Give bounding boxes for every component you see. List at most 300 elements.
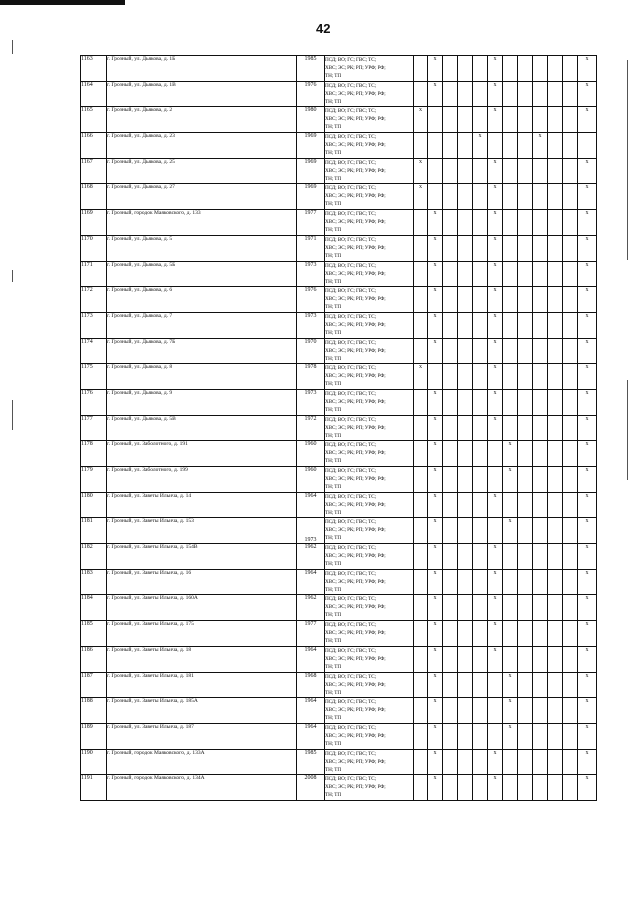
systems-text-line: ТН; ТП <box>325 792 341 799</box>
mark-cell <box>414 544 428 570</box>
mark-cell <box>518 723 533 749</box>
mark-cell <box>414 569 428 595</box>
systems-text-line: ТН; ТП <box>325 124 341 131</box>
mark-cell: х <box>428 595 443 621</box>
systems-text-line: ПСД; ВО; ГС; ГВС; ТС; <box>325 390 376 397</box>
year-built-cell: 1964 <box>297 698 325 724</box>
mark-cell <box>473 389 488 415</box>
mark-cell <box>518 415 533 441</box>
mark-cell: х <box>578 492 597 518</box>
mark-cell <box>458 723 473 749</box>
mark-cell: х <box>578 107 597 133</box>
mark-cell <box>473 261 488 287</box>
systems-text-line: ПСД; ВО; ГС; ГВС; ТС; <box>325 339 376 346</box>
building-systems-cell <box>325 492 414 518</box>
mark-cell <box>473 595 488 621</box>
row-number-cell: 1184 <box>81 595 107 621</box>
year-built-cell: 1973 <box>297 312 325 338</box>
mark-cell <box>518 544 533 570</box>
mark-cell: х <box>428 261 443 287</box>
systems-text-line: ТН; ТП <box>325 638 341 645</box>
systems-text-line: ХВС; ЭС; РК; РП; УРФ; РФ; <box>325 424 386 431</box>
mark-cell <box>503 389 518 415</box>
systems-text-line: ХВС; ЭС; РК; РП; УРФ; РФ; <box>325 296 386 303</box>
mark-cell: х <box>578 364 597 390</box>
mark-cell <box>518 235 533 261</box>
address-cell: г. Грозный, ул. Заветы Ильича, д. 14 <box>107 492 297 518</box>
mark-cell <box>518 210 533 236</box>
mark-cell <box>443 389 458 415</box>
systems-text-line: ТН; ТП <box>325 766 341 773</box>
address-cell: г. Грозный, ул. Заветы Ильича, д. 185А <box>107 698 297 724</box>
mark-cell <box>533 107 548 133</box>
mark-cell <box>563 698 578 724</box>
mark-cell <box>563 646 578 672</box>
mark-cell <box>473 107 488 133</box>
mark-cell: х <box>473 133 488 159</box>
mark-cell: х <box>578 312 597 338</box>
mark-cell <box>503 415 518 441</box>
mark-cell <box>548 81 563 107</box>
mark-cell <box>458 492 473 518</box>
mark-cell: х <box>578 672 597 698</box>
mark-cell <box>533 312 548 338</box>
systems-text-line: ПСД; ВО; ГС; ГВС; ТС; <box>325 673 376 680</box>
building-systems-cell <box>325 184 414 210</box>
row-number-cell: 1177 <box>81 415 107 441</box>
systems-text-line: ХВС; ЭС; РК; РП; УРФ; РФ; <box>325 244 386 251</box>
row-number-cell: 1163 <box>81 56 107 82</box>
systems-text-line: ПСД; ВО; ГС; ГВС; ТС; <box>325 262 376 269</box>
systems-text-line: ХВС; ЭС; РК; РП; УРФ; РФ; <box>325 578 386 585</box>
building-systems-cell <box>325 672 414 698</box>
systems-text-line: ХВС; ЭС; РК; РП; УРФ; РФ; <box>325 167 386 174</box>
mark-cell <box>473 184 488 210</box>
mark-cell <box>414 81 428 107</box>
mark-cell <box>458 287 473 313</box>
systems-text-line: ХВС; ЭС; РК; РП; УРФ; РФ; <box>325 758 386 765</box>
mark-cell: х <box>488 261 503 287</box>
mark-cell <box>443 518 458 544</box>
mark-cell <box>533 646 548 672</box>
mark-cell <box>503 56 518 82</box>
mark-cell <box>443 261 458 287</box>
year-built-cell: 1973 <box>297 261 325 287</box>
mark-cell <box>533 287 548 313</box>
systems-text-line: ТН; ТП <box>325 355 341 362</box>
row-number-cell: 1174 <box>81 338 107 364</box>
systems-text-line: ПСД; ВО; ГС; ГВС; ТС; <box>325 313 376 320</box>
mark-cell <box>563 158 578 184</box>
mark-cell: х <box>428 672 443 698</box>
address-cell: г. Грозный, ул. Дьякова, д. 9 <box>107 389 297 415</box>
mark-cell: х <box>578 287 597 313</box>
mark-cell <box>428 364 443 390</box>
mark-cell <box>518 646 533 672</box>
mark-cell <box>548 338 563 364</box>
systems-text-line: ХВС; ЭС; РК; РП; УРФ; РФ; <box>325 116 386 123</box>
mark-cell <box>518 158 533 184</box>
systems-text-line: ПСД; ВО; ГС; ГВС; ТС; <box>325 519 376 526</box>
mark-cell <box>458 107 473 133</box>
mark-cell <box>414 56 428 82</box>
mark-cell: х <box>488 389 503 415</box>
mark-cell <box>473 492 488 518</box>
mark-cell <box>563 415 578 441</box>
table-row <box>81 544 597 570</box>
mark-cell: х <box>488 749 503 775</box>
scan-edge-mark <box>12 400 13 430</box>
mark-cell <box>473 235 488 261</box>
row-number-cell: 1166 <box>81 133 107 159</box>
mark-cell: х <box>428 287 443 313</box>
systems-text-line: ХВС; ЭС; РК; РП; УРФ; РФ; <box>325 630 386 637</box>
mark-cell <box>533 621 548 647</box>
mark-cell <box>518 261 533 287</box>
mark-cell <box>548 544 563 570</box>
row-number-cell: 1191 <box>81 775 107 801</box>
mark-cell <box>473 312 488 338</box>
mark-cell <box>503 184 518 210</box>
mark-cell <box>473 287 488 313</box>
row-number-cell: 1183 <box>81 569 107 595</box>
building-systems-cell <box>325 595 414 621</box>
systems-text-line: ПСД; ВО; ГС; ГВС; ТС; <box>325 699 376 706</box>
mark-cell <box>414 287 428 313</box>
mark-cell <box>563 133 578 159</box>
systems-text-line: ПСД; ВО; ГС; ГВС; ТС; <box>325 211 376 218</box>
address-cell: г. Грозный, ул. Заветы Ильича, д. 181 <box>107 672 297 698</box>
address-cell: г. Грозный, ул. Дьякова, д. 27 <box>107 184 297 210</box>
mark-cell <box>548 698 563 724</box>
mark-cell <box>458 569 473 595</box>
mark-cell <box>518 287 533 313</box>
address-cell: г. Грозный, ул. Заветы Ильича, д. 160А <box>107 595 297 621</box>
systems-text-line: ТН; ТП <box>325 586 341 593</box>
mark-cell <box>428 107 443 133</box>
mark-cell <box>503 81 518 107</box>
mark-cell <box>518 338 533 364</box>
mark-cell <box>533 338 548 364</box>
systems-text-line: ХВС; ЭС; РК; РП; УРФ; РФ; <box>325 681 386 688</box>
mark-cell <box>518 749 533 775</box>
mark-cell: х <box>428 544 443 570</box>
mark-cell <box>518 312 533 338</box>
mark-cell <box>563 723 578 749</box>
mark-cell: х <box>428 775 443 801</box>
mark-cell <box>518 467 533 493</box>
building-systems-cell <box>325 749 414 775</box>
building-systems-cell <box>325 338 414 364</box>
systems-text-line: ХВС; ЭС; РК; РП; УРФ; РФ; <box>325 219 386 226</box>
mark-cell <box>443 364 458 390</box>
mark-cell <box>473 646 488 672</box>
table-row <box>81 723 597 749</box>
year-built-cell: 1969 <box>297 158 325 184</box>
mark-cell: х <box>428 569 443 595</box>
mark-cell <box>518 133 533 159</box>
mark-cell <box>533 492 548 518</box>
mark-cell <box>518 81 533 107</box>
table-row <box>81 364 597 390</box>
mark-cell <box>473 723 488 749</box>
mark-cell <box>488 133 503 159</box>
building-systems-cell <box>325 621 414 647</box>
mark-cell: х <box>503 698 518 724</box>
mark-cell <box>563 235 578 261</box>
mark-cell <box>518 775 533 801</box>
mark-cell <box>443 646 458 672</box>
year-built-cell: 1976 <box>297 287 325 313</box>
mark-cell <box>458 441 473 467</box>
systems-text-line: ХВС; ЭС; РК; РП; УРФ; РФ; <box>325 527 386 534</box>
mark-cell <box>473 569 488 595</box>
mark-cell <box>503 312 518 338</box>
mark-cell <box>563 364 578 390</box>
systems-text-line: ХВС; ЭС; РК; РП; УРФ; РФ; <box>325 193 386 200</box>
address-cell: г. Грозный, ул. Дьякова, д. 7Б <box>107 338 297 364</box>
systems-text-line: ПСД; ВО; ГС; ГВС; ТС; <box>325 288 376 295</box>
mark-cell <box>458 184 473 210</box>
year-built-cell: 1964 <box>297 646 325 672</box>
year-built-cell: 1968 <box>297 672 325 698</box>
mark-cell <box>414 312 428 338</box>
building-systems-cell <box>325 56 414 82</box>
mark-cell <box>548 415 563 441</box>
mark-cell <box>443 235 458 261</box>
mark-cell: х <box>503 672 518 698</box>
mark-cell <box>443 210 458 236</box>
building-systems-cell <box>325 441 414 467</box>
building-systems-cell <box>325 107 414 133</box>
mark-cell: х <box>578 749 597 775</box>
mark-cell <box>473 210 488 236</box>
table-row <box>81 133 597 159</box>
mark-cell: х <box>488 81 503 107</box>
mark-cell <box>414 133 428 159</box>
mark-cell <box>518 184 533 210</box>
mark-cell <box>458 698 473 724</box>
systems-text-line: ПСД; ВО; ГС; ГВС; ТС; <box>325 493 376 500</box>
mark-cell <box>503 749 518 775</box>
mark-cell <box>503 210 518 236</box>
systems-text-line: ПСД; ВО; ГС; ГВС; ТС; <box>325 82 376 89</box>
mark-cell <box>473 621 488 647</box>
mark-cell <box>548 287 563 313</box>
mark-cell <box>503 235 518 261</box>
mark-cell <box>518 492 533 518</box>
mark-cell <box>414 415 428 441</box>
mark-cell <box>533 698 548 724</box>
mark-cell <box>548 158 563 184</box>
mark-cell <box>414 235 428 261</box>
systems-text-line: ТН; ТП <box>325 663 341 670</box>
mark-cell: х <box>428 646 443 672</box>
table-row <box>81 261 597 287</box>
systems-text-line: ХВС; ЭС; РК; РП; УРФ; РФ; <box>325 655 386 662</box>
mark-cell: х <box>428 389 443 415</box>
mark-cell <box>548 492 563 518</box>
systems-text-line: ПСД; ВО; ГС; ГВС; ТС; <box>325 57 376 63</box>
mark-cell: х <box>488 56 503 82</box>
mark-cell <box>503 133 518 159</box>
mark-cell <box>518 698 533 724</box>
mark-cell <box>563 621 578 647</box>
mark-cell: х <box>488 621 503 647</box>
systems-text-line: ХВС; ЭС; РК; РП; УРФ; РФ; <box>325 604 386 611</box>
scan-top-edge-bar <box>0 0 125 5</box>
systems-text-line: ТН; ТП <box>325 201 341 208</box>
mark-cell <box>458 81 473 107</box>
row-number-cell: 1173 <box>81 312 107 338</box>
mark-cell <box>443 133 458 159</box>
mark-cell: х <box>578 723 597 749</box>
mark-cell <box>458 364 473 390</box>
mark-cell <box>414 723 428 749</box>
mark-cell <box>458 56 473 82</box>
mark-cell <box>443 595 458 621</box>
mark-cell <box>488 698 503 724</box>
address-cell: г. Грозный, ул. Дьякова, д. 8 <box>107 364 297 390</box>
year-built-cell: 1964 <box>297 492 325 518</box>
systems-text-line: ПСД; ВО; ГС; ГВС; ТС; <box>325 442 376 449</box>
year-built-cell: 2008 <box>297 775 325 801</box>
table-row <box>81 621 597 647</box>
mark-cell <box>443 81 458 107</box>
address-cell: г. Грозный, ул. Заветы Ильича, д. 153 <box>107 518 297 544</box>
mark-cell: х <box>414 158 428 184</box>
mark-cell <box>563 492 578 518</box>
systems-text-line: ХВС; ЭС; РК; РП; УРФ; РФ; <box>325 450 386 457</box>
mark-cell <box>548 235 563 261</box>
mark-cell <box>414 467 428 493</box>
systems-text-line: ТН; ТП <box>325 740 341 747</box>
mark-cell <box>548 312 563 338</box>
mark-cell <box>533 56 548 82</box>
mark-cell <box>443 698 458 724</box>
mark-cell <box>473 415 488 441</box>
mark-cell <box>443 107 458 133</box>
address-cell: г. Грозный, ул. Заболотного, д. 191 <box>107 441 297 467</box>
mark-cell: х <box>488 184 503 210</box>
year-built-cell: 1962 <box>297 595 325 621</box>
systems-text-line: ТН; ТП <box>325 535 341 542</box>
housing-registry-table <box>80 55 597 801</box>
mark-cell <box>548 441 563 467</box>
row-number-cell: 1168 <box>81 184 107 210</box>
mark-cell <box>443 287 458 313</box>
table-row <box>81 184 597 210</box>
building-systems-cell <box>325 646 414 672</box>
mark-cell <box>563 749 578 775</box>
mark-cell <box>473 441 488 467</box>
mark-cell <box>533 261 548 287</box>
mark-cell: х <box>578 775 597 801</box>
row-number-cell: 1175 <box>81 364 107 390</box>
mark-cell <box>503 158 518 184</box>
systems-text-line: ПСД; ВО; ГС; ГВС; ТС; <box>325 724 376 731</box>
systems-text-line: ПСД; ВО; ГС; ГВС; ТС; <box>325 159 376 166</box>
mark-cell: х <box>428 312 443 338</box>
mark-cell: х <box>428 441 443 467</box>
mark-cell: х <box>578 621 597 647</box>
systems-text-line: ТН; ТП <box>325 329 341 336</box>
mark-cell <box>503 595 518 621</box>
mark-cell: х <box>578 441 597 467</box>
systems-text-line: ТН; ТП <box>325 278 341 285</box>
mark-cell <box>518 621 533 647</box>
mark-cell <box>533 467 548 493</box>
mark-cell <box>443 467 458 493</box>
mark-cell: х <box>488 544 503 570</box>
mark-cell <box>533 235 548 261</box>
mark-cell <box>458 775 473 801</box>
mark-cell <box>563 184 578 210</box>
address-cell: г. Грозный, ул. Дьякова, д. 7 <box>107 312 297 338</box>
mark-cell: х <box>428 338 443 364</box>
mark-cell <box>458 261 473 287</box>
row-number-cell: 1165 <box>81 107 107 133</box>
address-cell: г. Грозный, ул. Дьякова, д. 5В <box>107 415 297 441</box>
mark-cell <box>414 672 428 698</box>
mark-cell <box>473 698 488 724</box>
systems-text-line: ТН; ТП <box>325 175 341 182</box>
mark-cell <box>518 389 533 415</box>
mark-cell <box>503 569 518 595</box>
row-number-cell: 1186 <box>81 646 107 672</box>
scan-edge-mark <box>627 60 628 260</box>
mark-cell: х <box>428 518 443 544</box>
mark-cell <box>443 672 458 698</box>
mark-cell <box>458 235 473 261</box>
mark-cell <box>518 441 533 467</box>
mark-cell <box>473 467 488 493</box>
table-row <box>81 287 597 313</box>
mark-cell <box>414 389 428 415</box>
mark-cell <box>488 441 503 467</box>
systems-text-line: ПСД; ВО; ГС; ГВС; ТС; <box>325 185 376 192</box>
mark-cell <box>503 338 518 364</box>
mark-cell <box>458 338 473 364</box>
mark-cell <box>414 210 428 236</box>
address-cell: г. Грозный, городок Маяковского, д. 133А <box>107 749 297 775</box>
row-number-cell: 1188 <box>81 698 107 724</box>
year-built-cell: 1976 <box>297 81 325 107</box>
address-cell: г. Грозный, городок Маяковского, д. 133 <box>107 210 297 236</box>
mark-cell: х <box>414 107 428 133</box>
mark-cell <box>473 158 488 184</box>
building-systems-cell <box>325 312 414 338</box>
mark-cell <box>518 518 533 544</box>
mark-cell <box>473 518 488 544</box>
mark-cell <box>473 749 488 775</box>
mark-cell <box>473 364 488 390</box>
mark-cell: х <box>578 646 597 672</box>
mark-cell: х <box>488 312 503 338</box>
mark-cell <box>533 158 548 184</box>
row-number-cell: 1180 <box>81 492 107 518</box>
mark-cell <box>563 107 578 133</box>
table-row <box>81 698 597 724</box>
year-built-cell: 1985 <box>297 56 325 82</box>
systems-text-line: ХВС; ЭС; РК; РП; УРФ; РФ; <box>325 373 386 380</box>
address-cell: г. Грозный, ул. Заветы Ильича, д. 154В <box>107 544 297 570</box>
row-number-cell: 1182 <box>81 544 107 570</box>
table-row <box>81 646 597 672</box>
mark-cell: х <box>578 467 597 493</box>
mark-cell: х <box>578 389 597 415</box>
mark-cell <box>563 338 578 364</box>
